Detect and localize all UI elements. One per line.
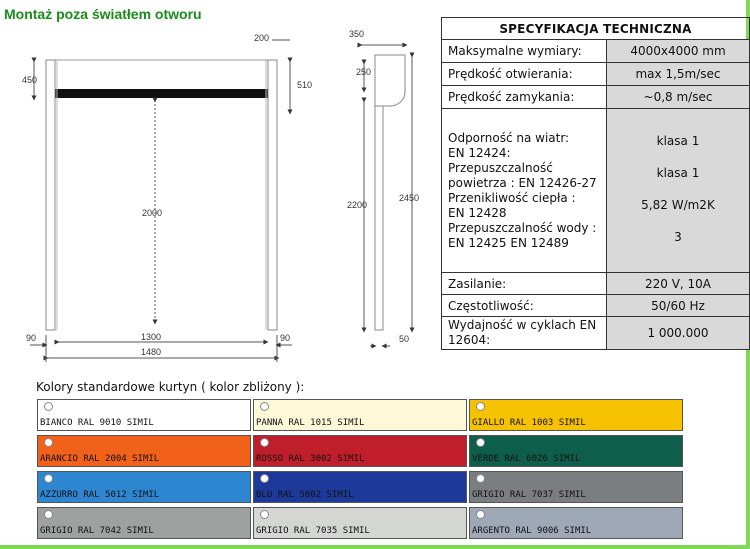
roller-box xyxy=(55,60,268,91)
spec-row xyxy=(442,63,750,86)
color-label: GRIGIO RAL 7042 SIMIL xyxy=(40,526,154,536)
spec-label xyxy=(442,317,607,350)
spec-value: ~0,8 m/sec xyxy=(607,86,750,109)
color-label: ROSSO RAL 3002 SIMIL xyxy=(256,454,365,464)
color-radio[interactable] xyxy=(44,510,53,519)
spec-row xyxy=(442,86,750,109)
dim-side-height-total: 2450 xyxy=(399,193,420,203)
left-rail xyxy=(46,60,55,330)
right-rail xyxy=(268,60,277,330)
color-label: VERDE RAL 6026 SIMIL xyxy=(472,454,581,464)
color-label: PANNA RAL 1015 SIMIL xyxy=(256,418,365,428)
spec-row-cycles xyxy=(442,317,750,350)
color-radio[interactable] xyxy=(260,402,269,411)
color-label: GRIGIO RAL 7035 SIMIL xyxy=(256,526,370,536)
color-label: ARGENTO RAL 9006 SIMIL xyxy=(472,526,592,536)
dim-side-height-inner: 2200 xyxy=(347,200,368,210)
spec-row-performance xyxy=(442,109,750,273)
spec-value: max 1,5m/sec xyxy=(607,63,750,86)
spec-row xyxy=(442,295,750,317)
color-grid xyxy=(37,399,654,542)
color-label: AZZURRO RAL 5012 SIMIL xyxy=(40,490,160,500)
color-label: BIANCO RAL 9010 SIMIL xyxy=(40,418,154,428)
color-radio[interactable] xyxy=(260,510,269,519)
color-option[interactable] xyxy=(37,435,251,467)
performance-values xyxy=(607,109,750,273)
colors-title: Kolory standardowe kurtyn ( kolor zbliżony ): xyxy=(36,380,305,394)
performance-label: EN 12428 xyxy=(448,205,507,220)
color-radio[interactable] xyxy=(476,474,485,483)
color-option[interactable] xyxy=(469,471,683,503)
cycles-label-line: 12604: xyxy=(448,333,491,347)
performance-label: EN 12424: xyxy=(448,145,511,160)
dim-side-top: 350 xyxy=(349,29,365,39)
performance-label: Przepuszczalność xyxy=(448,160,553,175)
color-option[interactable] xyxy=(253,471,467,503)
dim-front-inner-width: 1300 xyxy=(141,332,162,342)
side-box xyxy=(375,55,405,106)
color-radio[interactable] xyxy=(476,438,485,447)
performance-value: klasa 1 xyxy=(656,165,700,180)
spec-value: 4000x4000 mm xyxy=(607,40,750,63)
performance-label: Przenikliwość ciepła : xyxy=(448,190,576,205)
performance-label: Przepuszczalność wody : xyxy=(448,220,597,235)
color-option[interactable] xyxy=(253,507,467,539)
dim-front-side-left: 90 xyxy=(26,333,37,343)
color-option[interactable] xyxy=(253,435,467,467)
dim-front-side-right: 90 xyxy=(280,333,291,343)
color-option[interactable] xyxy=(469,399,683,431)
color-option[interactable] xyxy=(469,435,683,467)
spec-row xyxy=(442,273,750,295)
color-option[interactable] xyxy=(469,507,683,539)
color-label: BLU RAL 5002 SIMIL xyxy=(256,490,354,500)
spec-label: Częstotliwość: xyxy=(442,295,607,317)
color-radio[interactable] xyxy=(260,474,269,483)
color-option[interactable] xyxy=(37,507,251,539)
color-radio[interactable] xyxy=(44,474,53,483)
dim-side-bottom: 50 xyxy=(399,334,410,344)
spec-row xyxy=(442,40,750,63)
dim-front-height: 2000 xyxy=(142,208,163,218)
front-view xyxy=(30,40,292,362)
color-option[interactable] xyxy=(253,399,467,431)
spec-label: Prędkość zamykania: xyxy=(442,86,607,109)
spec-label: Maksymalne wymiary: xyxy=(442,40,607,63)
spec-label: Zasilanie: xyxy=(442,273,607,295)
color-option[interactable] xyxy=(37,471,251,503)
color-label: ARANCIO RAL 2004 SIMIL xyxy=(40,454,160,464)
color-radio[interactable] xyxy=(260,438,269,447)
dim-front-top-width: 200 xyxy=(254,33,270,43)
page-frame-bottom xyxy=(0,545,750,549)
dim-side-box: 250 xyxy=(356,67,372,77)
roller-bar xyxy=(55,89,268,98)
cycles-label-line: Wydajność w cyklach EN xyxy=(448,318,597,332)
color-radio[interactable] xyxy=(476,510,485,519)
performance-labels xyxy=(442,109,607,273)
spec-label: Prędkość otwierania: xyxy=(442,63,607,86)
spec-value: 50/60 Hz xyxy=(607,295,750,317)
spec-value: 1 000.000 xyxy=(607,317,750,350)
performance-label: EN 12425 EN 12489 xyxy=(448,235,569,250)
spec-table xyxy=(441,17,750,350)
color-label: GIALLO RAL 1003 SIMIL xyxy=(472,418,586,428)
spec-header: SPECYFIKACJA TECHNICZNA xyxy=(442,18,750,40)
performance-label: powietrza : EN 12426-27 xyxy=(448,175,597,190)
color-option[interactable] xyxy=(37,399,251,431)
color-label: GRIGIO RAL 7037 SIMIL xyxy=(472,490,586,500)
spec-value: 220 V, 10A xyxy=(607,273,750,295)
performance-value: 3 xyxy=(674,229,682,244)
side-rail xyxy=(375,106,383,330)
page-title: Montaż poza światłem otworu xyxy=(4,6,202,22)
dim-front-top-left: 450 xyxy=(22,75,38,85)
color-radio[interactable] xyxy=(44,438,53,447)
performance-value: 5,82 W/m2K xyxy=(641,197,715,212)
dim-front-top-right: 510 xyxy=(297,80,313,90)
dim-front-outer-width: 1480 xyxy=(141,347,162,357)
technical-drawing xyxy=(0,0,440,370)
performance-label: Odporność na wiatr: xyxy=(448,130,570,145)
color-radio[interactable] xyxy=(476,402,485,411)
performance-value: klasa 1 xyxy=(656,133,700,148)
color-radio[interactable] xyxy=(44,402,53,411)
